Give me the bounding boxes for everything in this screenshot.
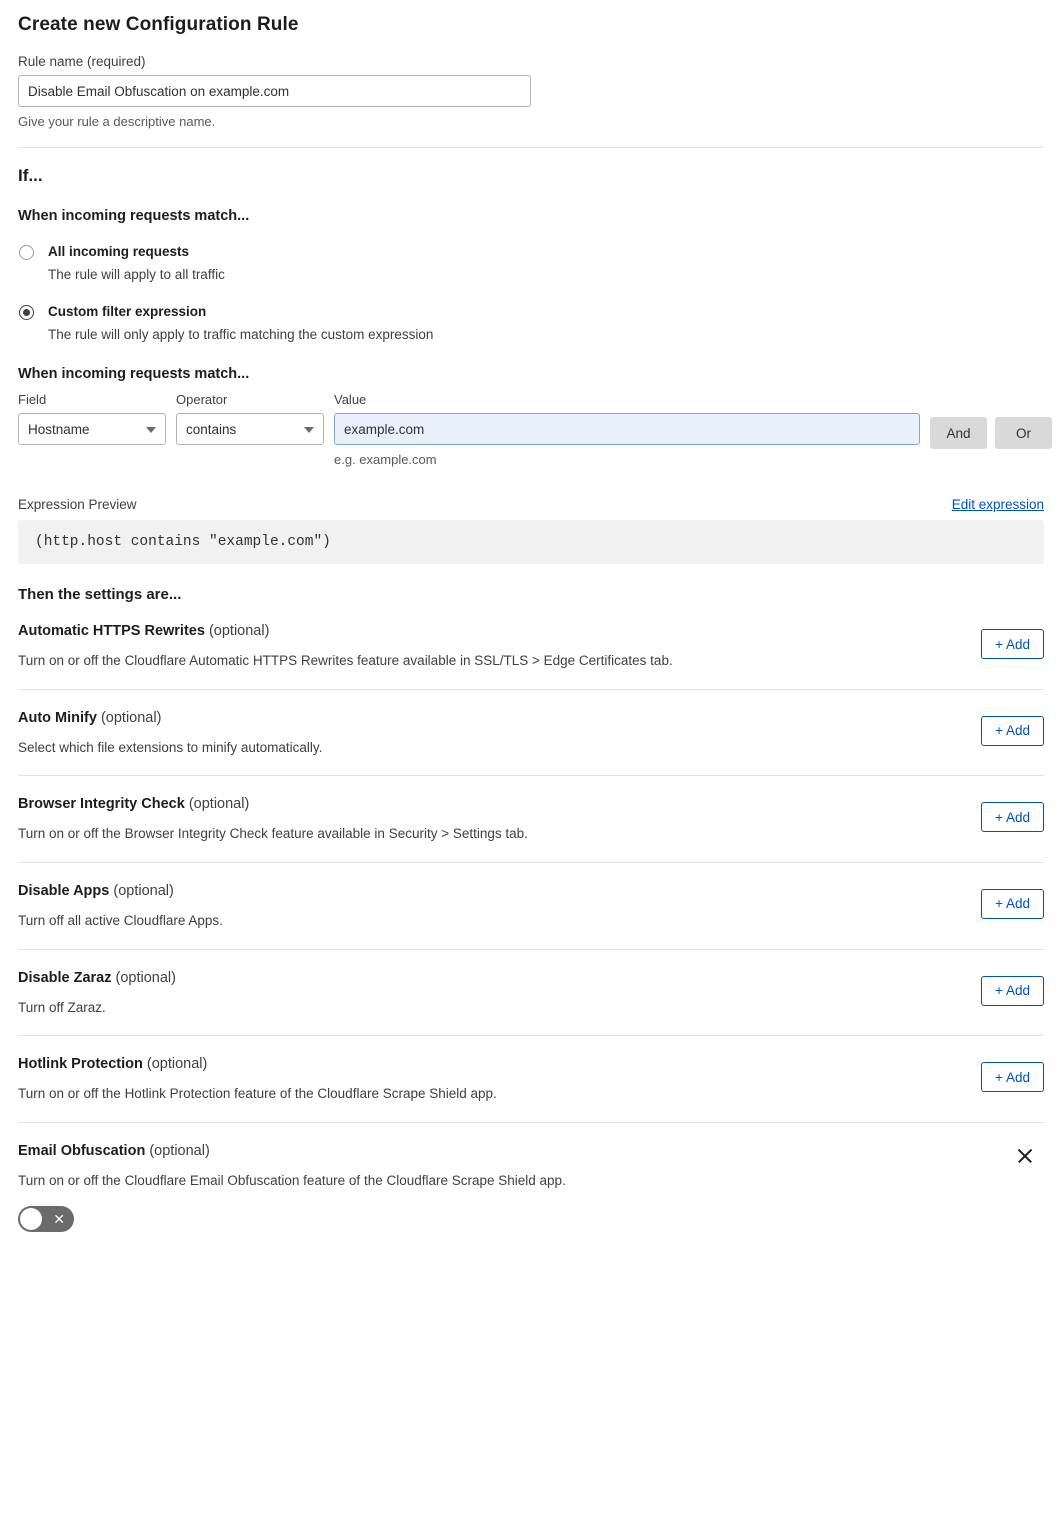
radio-label-custom-filter: Custom filter expression	[48, 304, 207, 320]
expression-preview-box: (http.host contains "example.com")	[18, 520, 1044, 564]
operator-column	[176, 392, 324, 445]
setting-title	[18, 796, 1044, 812]
expression-builder-row	[18, 392, 1044, 467]
setting-optional: (optional)	[146, 1056, 208, 1073]
radio-icon-all-requests[interactable]	[19, 245, 34, 260]
or-button[interactable]: Or	[995, 417, 1052, 449]
setting-email-obfuscation	[18, 1123, 1044, 1251]
add-button[interactable]: + Add	[981, 889, 1044, 919]
field-label: Field	[18, 392, 47, 408]
if-section-title: If...	[18, 166, 43, 185]
edit-expression-link[interactable]: Edit expression	[951, 497, 1044, 513]
then-section-title: Then the settings are...	[18, 586, 182, 604]
setting-name: Automatic HTTPS Rewrites	[18, 623, 205, 640]
page-title: Create new Configuration Rule	[18, 14, 299, 35]
setting-optional: (optional)	[208, 623, 270, 640]
setting-optional: (optional)	[100, 709, 162, 726]
setting-name: Email Obfuscation	[18, 1142, 146, 1159]
expression-builder-heading: When incoming requests match...	[18, 366, 250, 383]
setting-optional: (optional)	[188, 796, 250, 813]
setting-title	[18, 623, 1044, 639]
rule-name-label: Rule name (required)	[18, 54, 146, 69]
setting-description: Turn on or off the Cloudflare Email Obfuscation feature of the Cloudflare Scrape Shield app.	[18, 1172, 566, 1188]
value-column	[334, 392, 920, 467]
setting-automatic-https-rewrites	[18, 603, 1044, 690]
setting-title	[18, 1056, 1044, 1072]
setting-description: Turn on or off the Browser Integrity Check feature available in Security > Settings tab.	[18, 826, 528, 842]
radio-option-all-requests[interactable]	[18, 242, 1044, 284]
setting-description: Turn off Zaraz.	[18, 999, 106, 1015]
logic-buttons	[930, 417, 1052, 449]
setting-description: Turn off all active Cloudflare Apps.	[18, 912, 223, 928]
setting-name: Hotlink Protection	[18, 1056, 143, 1073]
add-button[interactable]: + Add	[981, 716, 1044, 746]
field-column	[18, 392, 166, 445]
setting-auto-minify	[18, 690, 1044, 777]
add-button[interactable]: + Add	[981, 802, 1044, 832]
radio-option-custom-filter[interactable]	[18, 302, 1044, 344]
divider	[18, 147, 1044, 148]
match-heading: When incoming requests match...	[18, 208, 250, 224]
setting-disable-apps	[18, 863, 1044, 950]
setting-title	[18, 1143, 1044, 1159]
radio-label-all-requests: All incoming requests	[48, 244, 190, 259]
toggle-knob	[20, 1208, 42, 1230]
setting-optional: (optional)	[113, 882, 174, 899]
setting-description: Select which file extensions to minify automatically.	[18, 739, 323, 755]
value-help-text: e.g. example.com	[334, 452, 437, 468]
operator-select[interactable]	[176, 413, 324, 445]
setting-hotlink-protection	[18, 1036, 1044, 1123]
setting-name: Browser Integrity Check	[18, 796, 185, 813]
setting-description: Turn on or off the Cloudflare Automatic HTTPS Rewrites feature available in SSL/TLS > Edge Certificates tab.	[18, 653, 673, 669]
field-select-value: Hostname	[28, 421, 90, 437]
setting-name: Disable Zaraz	[18, 969, 112, 986]
chevron-down-icon	[146, 427, 156, 433]
email-obfuscation-toggle[interactable]	[18, 1206, 74, 1232]
add-button[interactable]: + Add	[981, 1062, 1044, 1092]
setting-optional: (optional)	[149, 1142, 210, 1159]
setting-title	[18, 883, 1044, 899]
setting-disable-zaraz	[18, 950, 1044, 1037]
chevron-down-icon	[304, 427, 314, 433]
expression-preview-label: Expression Preview	[18, 497, 137, 513]
expression-preview-header	[18, 497, 1044, 512]
add-button[interactable]: + Add	[981, 629, 1044, 659]
setting-browser-integrity-check	[18, 776, 1044, 863]
setting-name: Auto Minify	[18, 709, 97, 726]
value-label: Value	[334, 392, 367, 408]
setting-title	[18, 710, 1044, 726]
operator-label: Operator	[176, 392, 228, 408]
radio-desc-custom-filter: The rule will only apply to traffic matching the custom expression	[48, 326, 434, 342]
toggle-off-icon: ✕	[53, 1211, 65, 1228]
operator-select-value: contains	[186, 421, 237, 437]
add-button[interactable]: + Add	[981, 976, 1044, 1006]
close-icon[interactable]	[1014, 1145, 1036, 1167]
value-input[interactable]	[334, 413, 920, 445]
setting-description: Turn on or off the Hotlink Protection feature of the Cloudflare Scrape Shield app.	[18, 1086, 497, 1102]
rule-name-input[interactable]	[18, 75, 531, 107]
radio-icon-custom-filter[interactable]	[19, 305, 34, 320]
setting-optional: (optional)	[115, 969, 176, 986]
and-button[interactable]: And	[930, 417, 987, 449]
setting-name: Disable Apps	[18, 882, 110, 899]
radio-desc-all-requests: The rule will apply to all traffic	[48, 266, 225, 282]
setting-title	[18, 970, 1044, 986]
rule-name-helper: Give your rule a descriptive name.	[18, 114, 216, 129]
field-select[interactable]	[18, 413, 166, 445]
